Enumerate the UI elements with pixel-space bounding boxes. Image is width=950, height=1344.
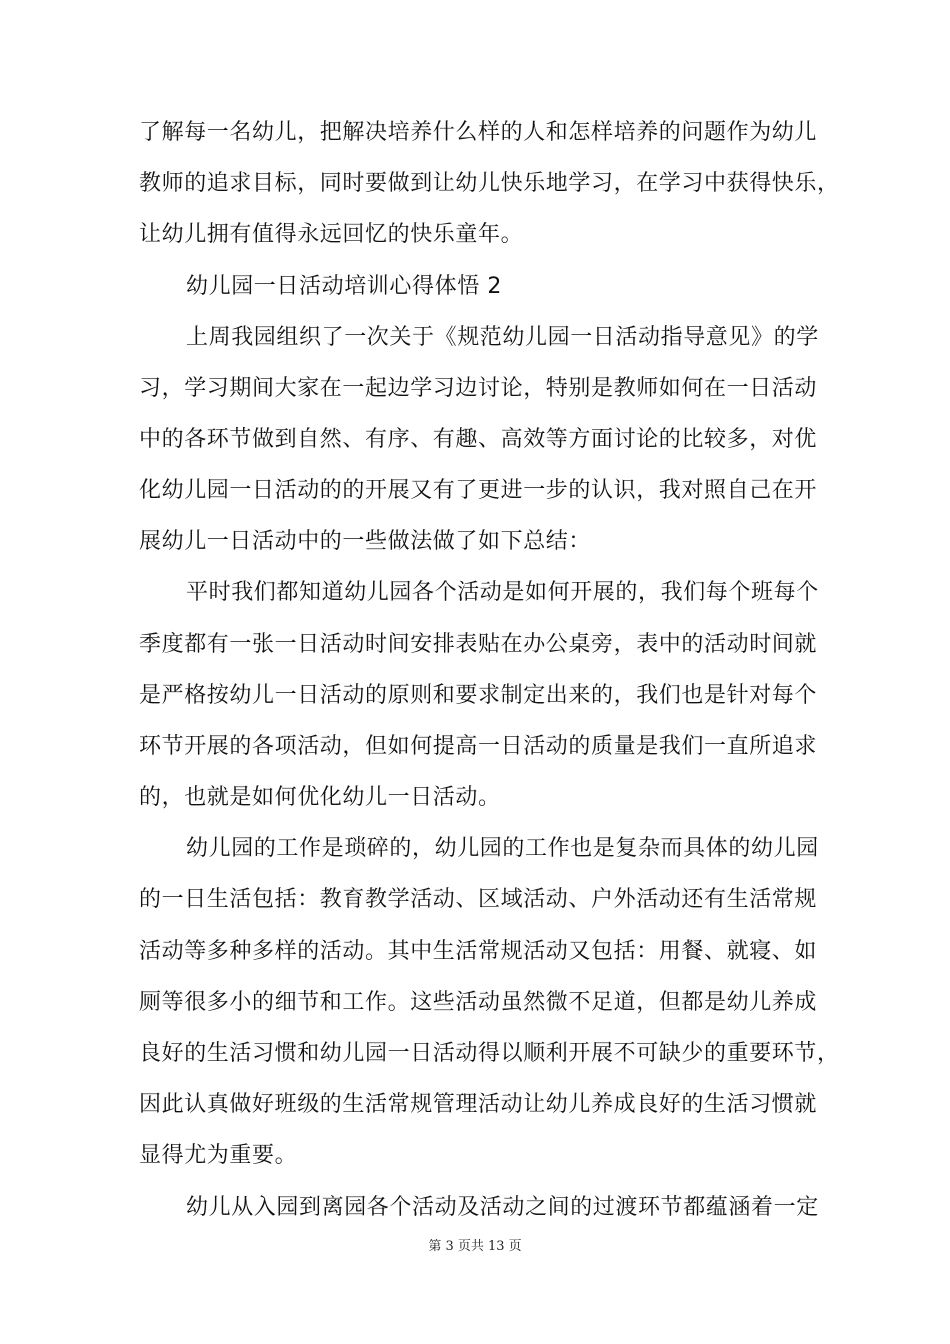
text-line: 因此认真做好班级的生活常规管理活动让幼儿养成良好的生活习惯就 xyxy=(139,1092,818,1117)
text-line: 的，也就是如何优化幼儿一日活动。 xyxy=(139,785,501,810)
text-line: 展幼儿一日活动中的一些做法做了如下总结： xyxy=(139,529,592,554)
text-line: 环节开展的各项活动，但如何提高一日活动的质量是我们一直所追求 xyxy=(139,734,818,759)
text-line: 的一日生活包括：教育教学活动、区域活动、户外活动还有生活常规 xyxy=(139,887,818,912)
text-line: 了解每一名幼儿，把解决培养什么样的人和怎样培养的问题作为幼儿 xyxy=(139,120,818,145)
text-line: 是严格按幼儿一日活动的原则和要求制定出来的，我们也是针对每个 xyxy=(139,683,818,708)
text-line: 活动等多种多样的活动。其中生活常规活动又包括：用餐、就寝、如 xyxy=(139,939,818,964)
text-line: 让幼儿拥有值得永远回忆的快乐童年。 xyxy=(139,222,524,247)
text-line: 化幼儿园一日活动的的开展又有了更进一步的认识，我对照自己在开 xyxy=(139,478,818,503)
text-line: 平时我们都知道幼儿园各个活动是如何开展的，我们每个班每个 xyxy=(186,580,819,605)
section-heading: 幼儿园一日活动培训心得体悟 2 xyxy=(186,274,502,299)
text-line: 良好的生活习惯和幼儿园一日活动得以顺利开展不可缺少的重要环节， xyxy=(139,1041,840,1066)
text-line: 习，学习期间大家在一起边学习边讨论，特别是教师如何在一日活动 xyxy=(139,376,818,401)
text-line: 幼儿园的工作是琐碎的，幼儿园的工作也是复杂而具体的幼儿园 xyxy=(186,836,819,861)
text-line: 厕等很多小的细节和工作。这些活动虽然微不足道，但都是幼儿养成 xyxy=(139,990,818,1015)
text-line: 上周我园组织了一次关于《规范幼儿园一日活动指导意见》的学 xyxy=(186,325,819,350)
text-line: 幼儿从入园到离园各个活动及活动之间的过渡环节都蕴涵着一定 xyxy=(186,1195,819,1220)
text-line: 显得尤为重要。 xyxy=(139,1143,298,1168)
page-number-footer: 第 3 页共 13 页 xyxy=(428,1239,522,1254)
text-line: 中的各环节做到自然、有序、有趣、高效等方面讨论的比较多，对优 xyxy=(139,427,818,452)
text-line: 季度都有一张一日活动时间安排表贴在办公桌旁，表中的活动时间就 xyxy=(139,632,818,657)
text-line: 教师的追求目标，同时要做到让幼儿快乐地学习，在学习中获得快乐， xyxy=(139,171,840,196)
